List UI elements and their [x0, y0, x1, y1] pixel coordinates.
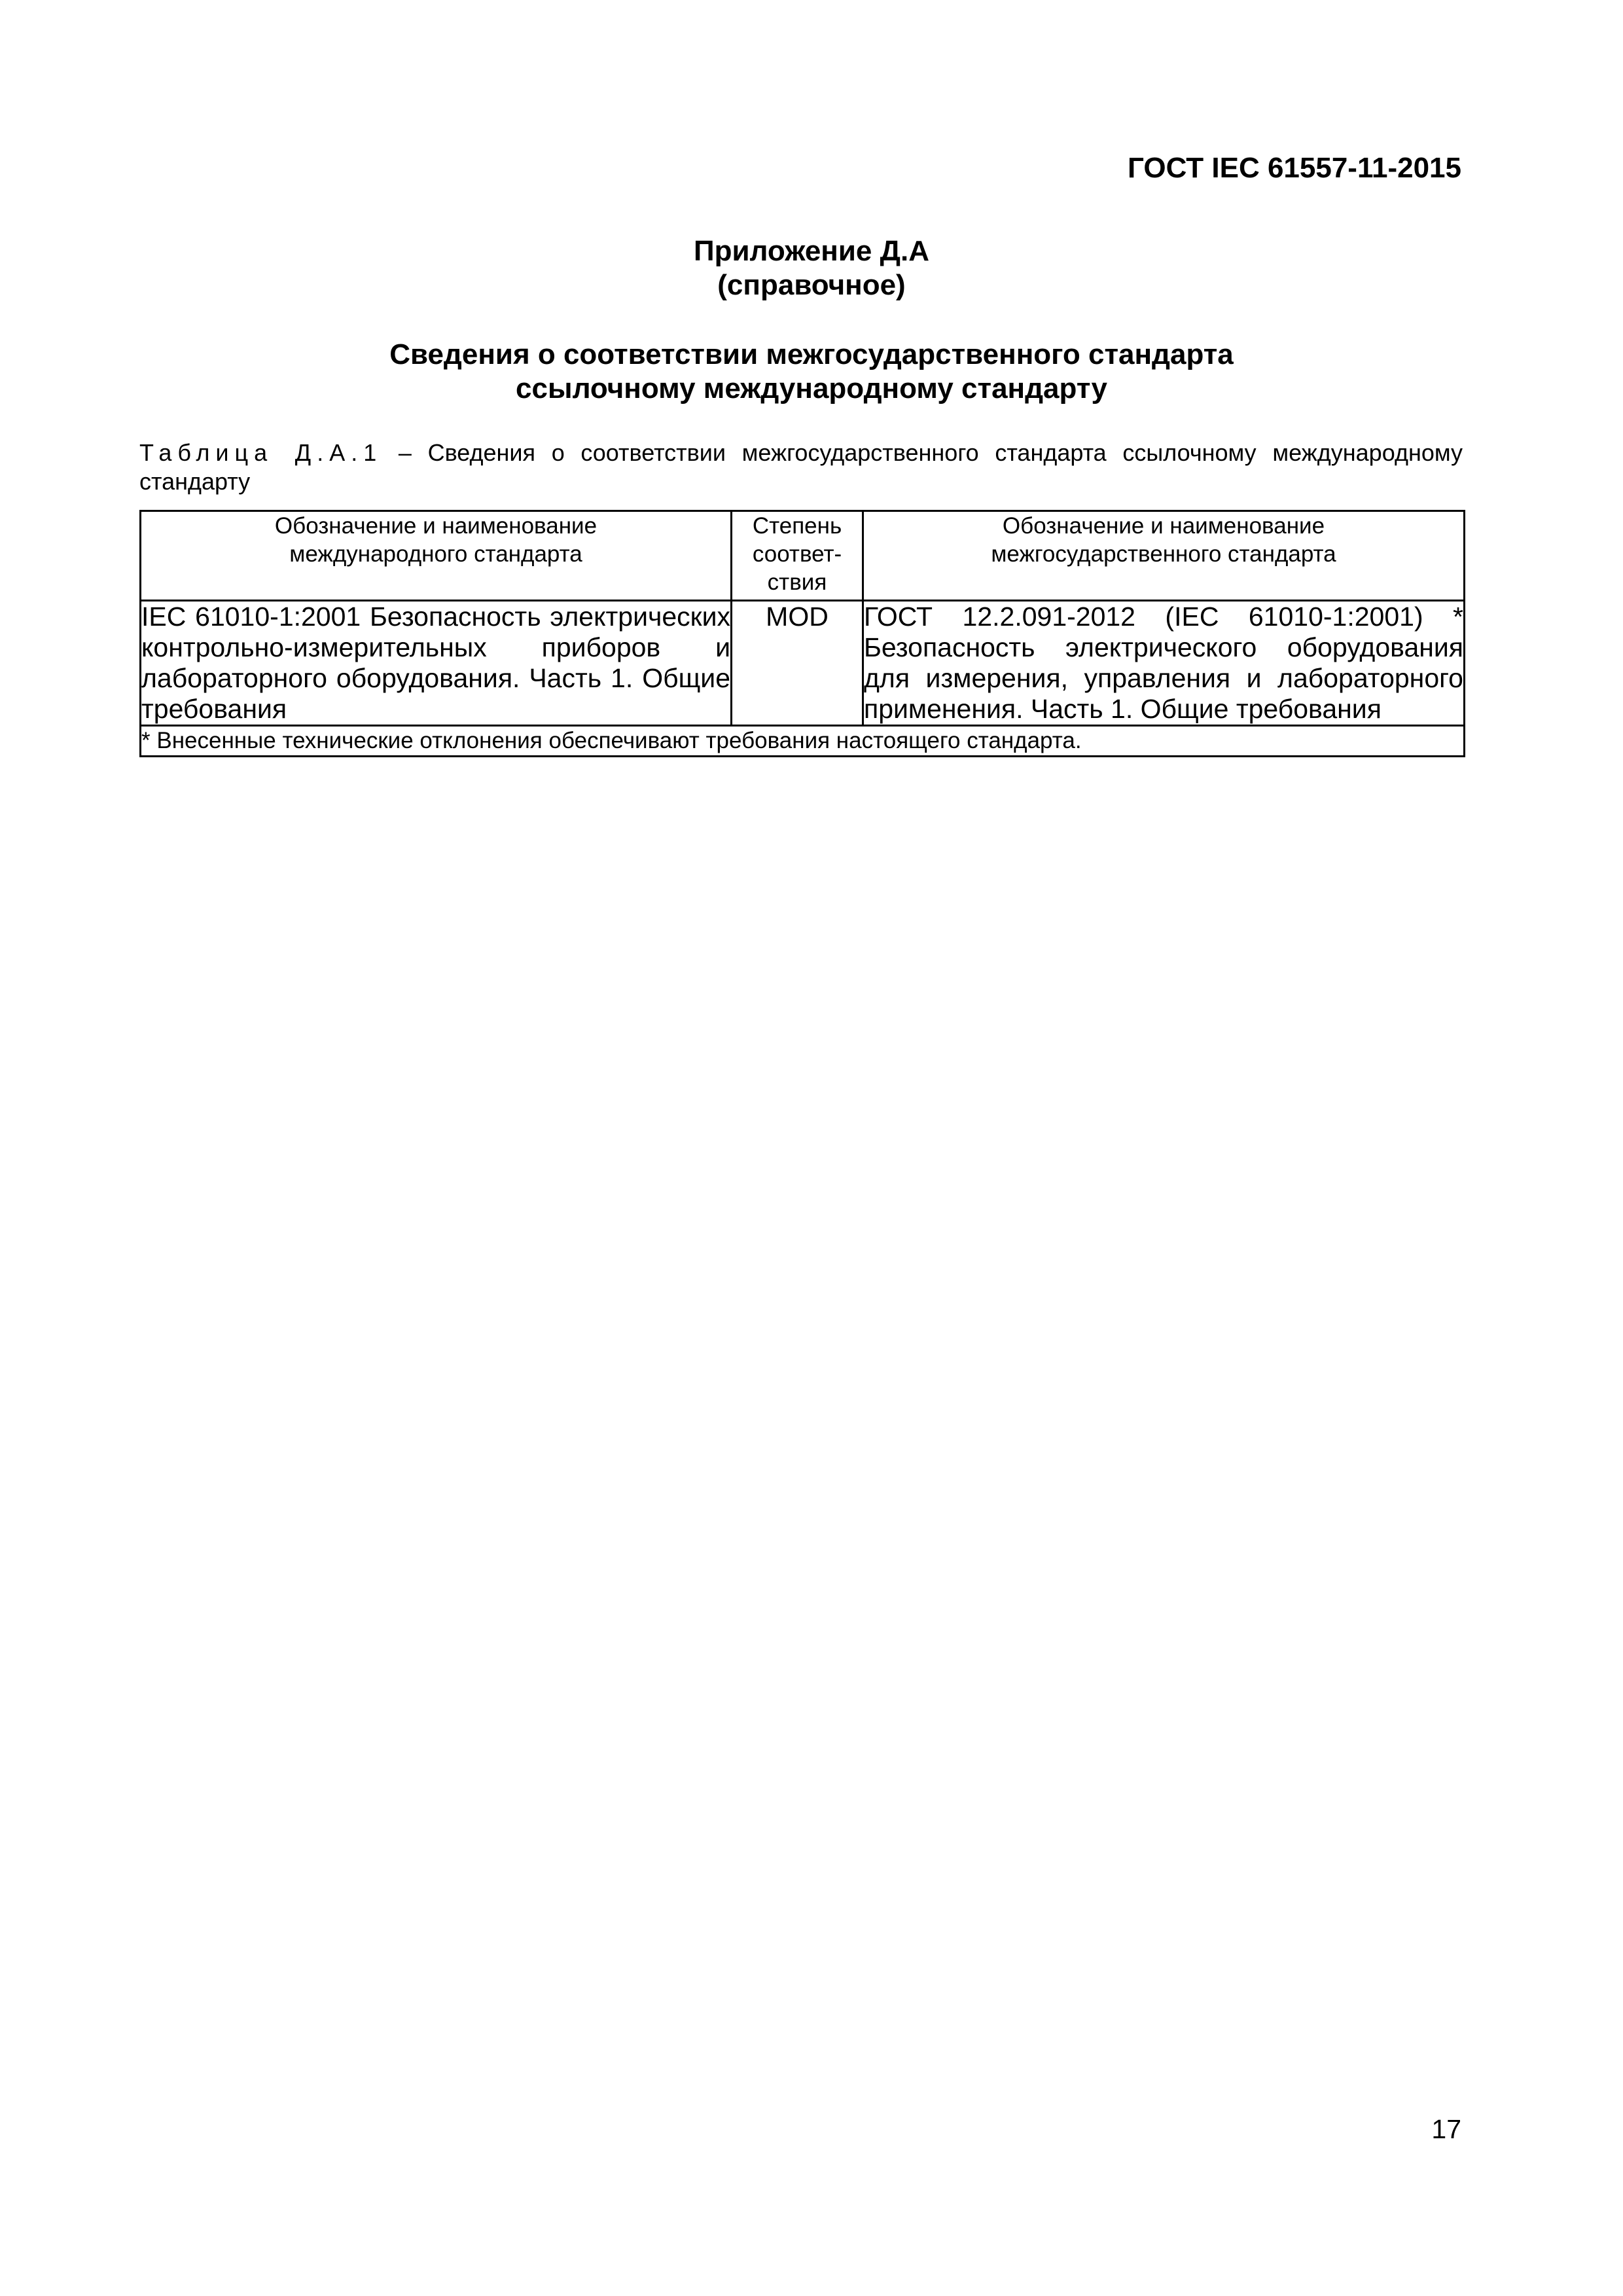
header-interstate-standard	[863, 511, 1465, 601]
cell-degree-of-conformity: MOD	[732, 601, 863, 726]
cell-interstate-standard: ГОСТ 12.2.091-2012 (IEC 61010-1:2001) * Безопасность электрического оборудования для измерения, управления и лабораторного применения. Часть 1. Общие требования	[863, 601, 1465, 726]
appendix-note: (справочное)	[717, 269, 906, 301]
appendix-title: Приложение Д.А	[694, 235, 929, 267]
header-international-line-2: международного стандарта	[289, 541, 582, 567]
table-caption-label: Таблица Д.А.1	[139, 439, 383, 466]
header-degree-line-2: соответ-	[752, 541, 842, 567]
cell-international-standard: IEC 61010-1:2001 Безопасность электрических контрольно-измерительных приборов и лабораторного оборудования. Часть 1. Общие требования	[141, 601, 732, 726]
header-degree-line-1: Степень	[752, 513, 842, 539]
header-interstate-line-1: Обозначение и наименование	[1002, 513, 1325, 539]
section-heading-line-2: ссылочному международному стандарту	[516, 372, 1107, 404]
table-caption	[139, 439, 1463, 496]
document-number: ГОСТ IEC 61557-11-2015	[1128, 152, 1461, 184]
table-row	[141, 601, 1465, 726]
section-heading-line-1: Сведения о соответствии межгосударственного стандарта	[389, 338, 1234, 370]
table-footnote-row	[141, 726, 1465, 757]
standards-correspondence-table	[139, 510, 1465, 757]
header-international-line-1: Обозначение и наименование	[274, 513, 597, 539]
header-degree-line-3: ствия	[767, 569, 827, 595]
table-caption-text: – Сведения о соответствии межгосударственного стандарта ссылочному международному стандарту	[139, 439, 1463, 495]
header-interstate-line-2: межгосударственного стандарта	[991, 541, 1336, 567]
table-header-row	[141, 511, 1465, 601]
header-degree-of-conformity	[732, 511, 863, 601]
page-number: 17	[1431, 2114, 1461, 2144]
table-footnote: * Внесенные технические отклонения обеспечивают требования настоящего стандарта.	[141, 726, 1465, 757]
header-international-standard	[141, 511, 732, 601]
